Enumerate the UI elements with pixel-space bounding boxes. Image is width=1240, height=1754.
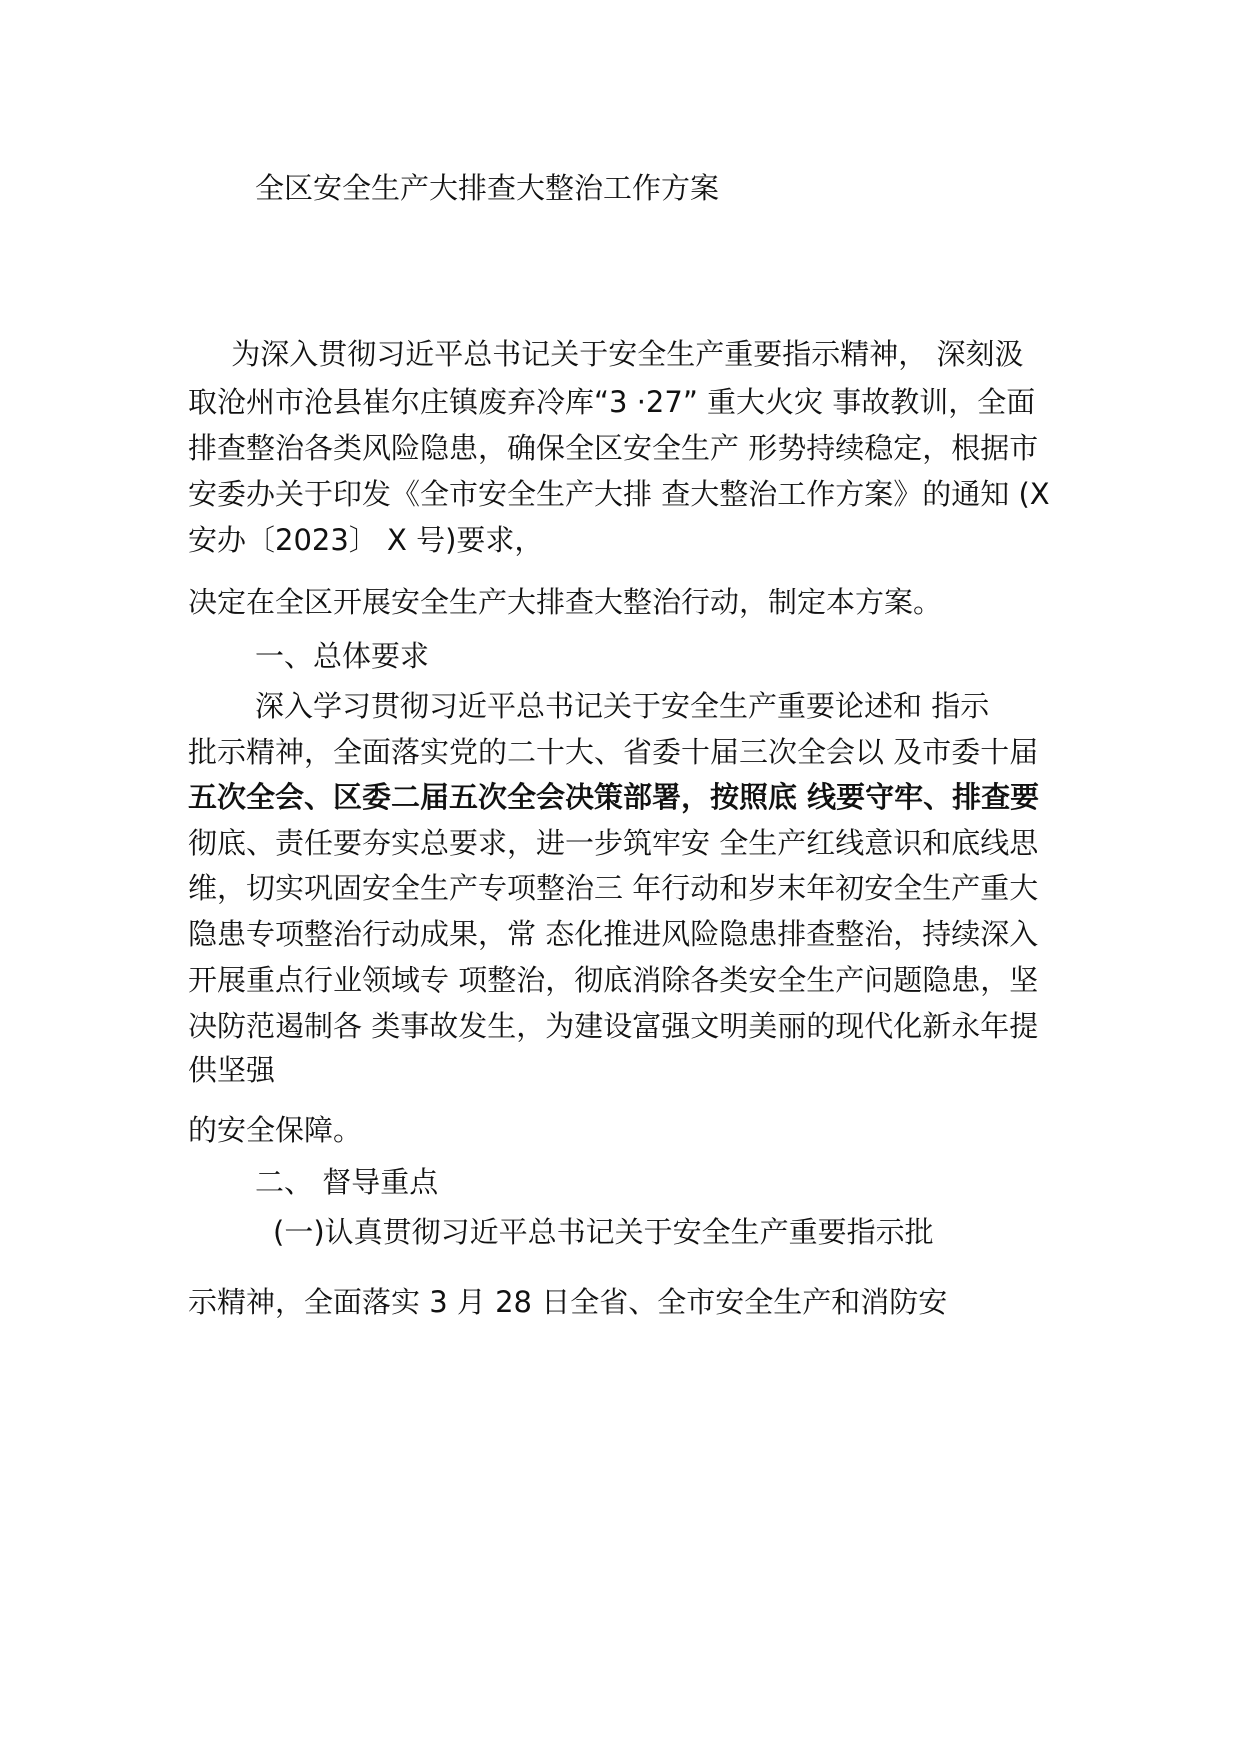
section-1-line: 批示精神，全面落实党的二十大、省委十届三次全会以 及市委十届: [188, 735, 1039, 769]
intro-line: 排查整治各类风险隐患，确保全区安全生产 形势持续稳定，根据市: [188, 431, 1039, 465]
section-1-line: 彻底、责任要夯实总要求，进一步筑牢安 全生产红线意识和底线思: [188, 826, 1039, 860]
intro-line-tail: 决定在全区开展安全生产大排查大整治行动，制定本方案。: [188, 585, 943, 619]
section-1-tail: 的安全保障。: [188, 1113, 363, 1147]
section-1-line: 维，切实巩固安全生产专项整治三 年行动和岁末年初安全生产重大: [188, 871, 1039, 905]
subsection-1-heading: (一)认真贯彻习近平总书记关于安全生产重要指示批: [273, 1215, 934, 1249]
intro-line: 为深入贯彻习近平总书记关于安全生产重要指示精神， 深刻汲: [222, 337, 1024, 371]
section-1-line: 隐患专项整治行动成果，常 态化推进风险隐患排查整治，持续深入: [188, 917, 1039, 951]
section-1-line: 供坚强: [188, 1053, 276, 1087]
section-2-heading: 二、 督导重点: [255, 1165, 439, 1199]
subsection-1-line: 示精神，全面落实 3 月 28 日全省、全市安全生产和消防安: [188, 1285, 948, 1319]
section-1-heading: 一、总体要求: [255, 639, 430, 673]
section-1-line: 深入学习贯彻习近平总书记关于安全生产重要论述和 指示: [255, 689, 990, 723]
intro-line: 取沧州市沧县崔尔庄镇废弃冷库“3 ·27” 重大火灾 事故教训，全面: [188, 385, 1036, 419]
section-1-line: 五次全会、区委二届五次全会决策部署，按照底 线要守牢、排查要: [188, 780, 1040, 814]
section-1-line: 开展重点行业领域专 项整治，彻底消除各类安全生产问题隐患，坚: [188, 963, 1039, 997]
intro-line: 安委办关于印发《全市安全生产大排 查大整治工作方案》的通知 (X: [188, 477, 1050, 511]
section-1-line: 决防范遏制各 类事故发生，为建设富强文明美丽的现代化新永年提: [188, 1009, 1039, 1043]
intro-line: 安办〔2023〕 X 号)要求，: [188, 523, 544, 557]
document-title: 全区安全生产大排查大整治工作方案: [255, 171, 720, 205]
